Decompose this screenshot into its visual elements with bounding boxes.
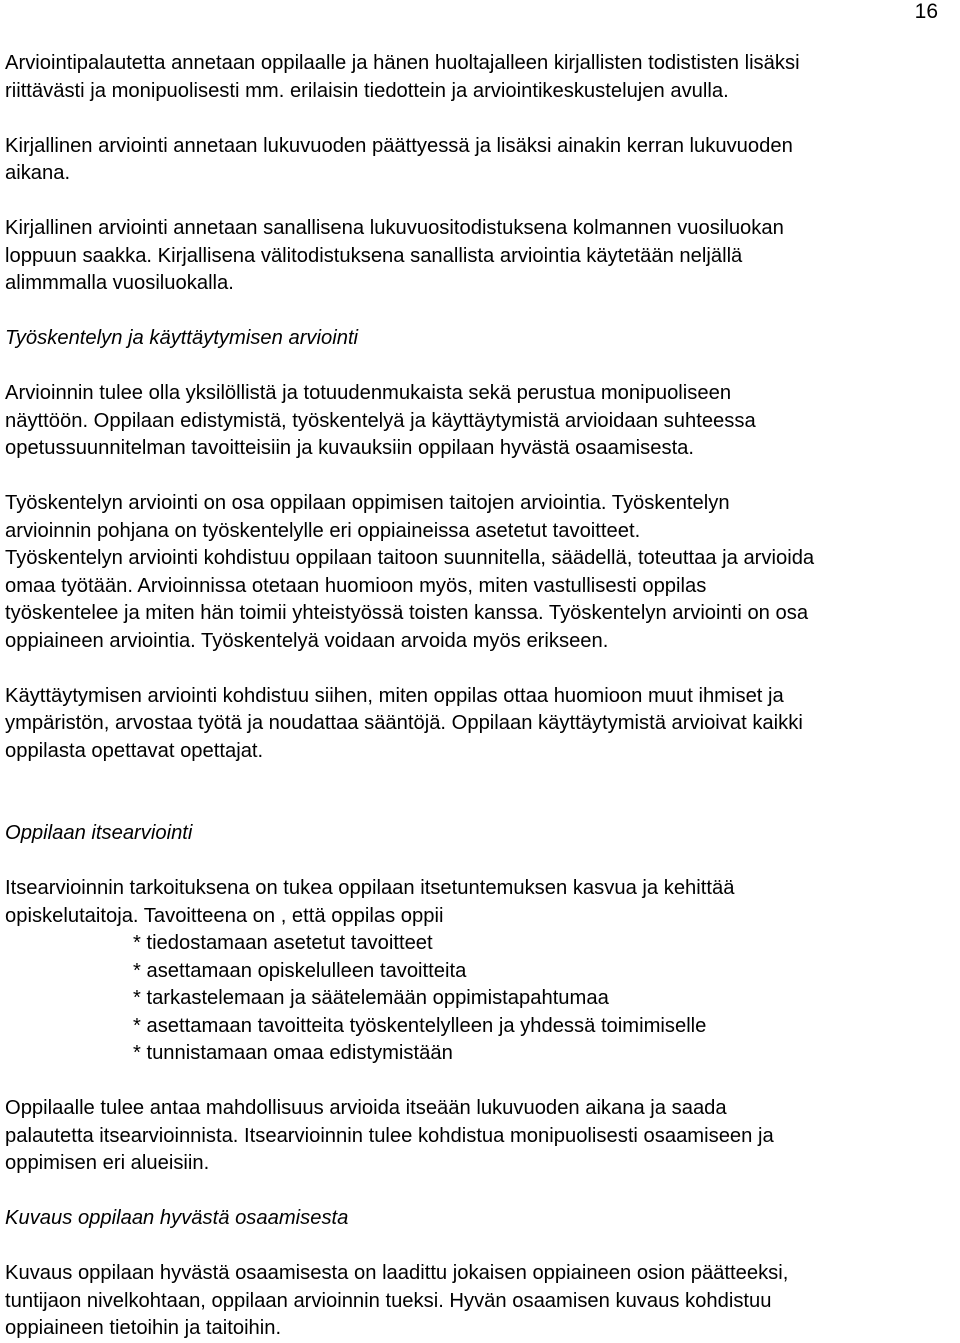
list-item: * tiedostamaan asetetut tavoitteet bbox=[133, 932, 433, 954]
text-line: omaa työtään. Arvioinnissa otetaan huomioon myös, miten vastullisesti oppilas bbox=[5, 574, 707, 597]
paragraph bbox=[5, 1095, 955, 1178]
text-line: Työskentelyn arviointi kohdistuu oppilaan taitoon suunnitella, säädellä, toteuttaa ja arvioida bbox=[5, 547, 815, 569]
page-number: 16 bbox=[914, 0, 938, 23]
text-line: Kuvaus oppilaan hyvästä osaamisesta on laadittu jokaisen oppiaineen osion päätteeksi, bbox=[5, 1262, 789, 1284]
text-line: riittävästi ja monipuolisesti mm. erilaisin tiedottein ja arviointikeskustelujen avulla. bbox=[5, 79, 729, 102]
text-line: alimmmalla vuosiluokalla. bbox=[5, 272, 234, 294]
text-line: Arviointipalautetta annetaan oppilaalle ja hänen huoltajalleen kirjallisten todististen lisäksi bbox=[5, 52, 800, 74]
list-item: * tunnistamaan omaa edistymistään bbox=[133, 1042, 453, 1064]
text-line: oppiaineen arviointia. Työskentelyä voidaan arvoida myös erikseen. bbox=[5, 629, 609, 652]
list-item: * tarkastelemaan ja säätelemään oppimistapahtumaa bbox=[133, 987, 609, 1009]
list-item: * asettamaan opiskelulleen tavoitteita bbox=[133, 959, 467, 982]
text-line: oppimisen eri alueisiin. bbox=[5, 1152, 210, 1174]
text-line: Työskentelyn arviointi on osa oppilaan oppimisen taitojen arviointia. Työskentelyn bbox=[5, 492, 730, 514]
paragraph bbox=[5, 50, 955, 105]
paragraph bbox=[5, 1260, 955, 1343]
text-line: Itsearvioinnin tarkoituksena on tukea oppilaan itsetuntemuksen kasvua ja kehittää bbox=[5, 877, 735, 899]
text-line: oppiaineen tietoihin ja taitoihin. bbox=[5, 1317, 282, 1339]
text-line: työskentelee ja miten hän toimii yhteistyössä toisten kanssa. Työskentelyn arviointi on osa bbox=[5, 602, 809, 624]
paragraph bbox=[5, 133, 955, 188]
bullet-list bbox=[5, 930, 955, 1068]
section-heading: Oppilaan itsearviointi bbox=[5, 822, 193, 844]
text-line: Käyttäytymisen arviointi kohdistuu siihen, miten oppilas ottaa huomioon muut ihmiset ja bbox=[5, 684, 784, 707]
text-line: opetussuunnitelman tavoitteisiin ja kuvauksiin oppilaan hyvästä osaamisesta. bbox=[5, 437, 695, 459]
section-heading: Kuvaus oppilaan hyvästä osaamisesta bbox=[5, 1207, 349, 1229]
list-item: * asettamaan tavoitteita työskentelylleen ja yhdessä toimimiselle bbox=[133, 1014, 707, 1037]
text-line: palautetta itsearvioinnista. Itsearvioinnin tulee kohdistua monipuolisesti osaamiseen ja bbox=[5, 1124, 774, 1147]
text-line: Kirjallinen arviointi annetaan lukuvuoden päättyessä ja lisäksi ainakin kerran lukuvuoden bbox=[5, 134, 793, 157]
text-line: ympäristön, arvostaa työtä ja noudattaa sääntöjä. Oppilaan käyttäytymistä arvioivat kaikki bbox=[5, 712, 803, 734]
text-line: arvioinnin pohjana on työskentelylle eri oppiaineissa asetetut tavoitteet. bbox=[5, 519, 641, 542]
paragraph bbox=[5, 875, 955, 930]
paragraph bbox=[5, 490, 955, 655]
paragraph bbox=[5, 380, 955, 463]
paragraph bbox=[5, 683, 955, 766]
text-line: aikana. bbox=[5, 162, 71, 184]
text-line: opiskelutaitoja. Tavoitteena on , että oppilas oppii bbox=[5, 904, 444, 927]
text-line: Kirjallinen arviointi annetaan sanallisena lukuvuositodistuksena kolmannen vuosiluokan bbox=[5, 217, 784, 239]
text-line: Arvioinnin tulee olla yksilöllistä ja totuudenmukaista sekä perustua monipuoliseen bbox=[5, 382, 732, 404]
paragraph bbox=[5, 215, 955, 298]
section-heading: Työskentelyn ja käyttäytymisen arviointi bbox=[5, 327, 359, 349]
text-line: näyttöön. Oppilaan edistymistä, työskentelyä ja käyttäytymistä arvioidaan suhteessa bbox=[5, 409, 756, 432]
text-line: loppuun saakka. Kirjallisena välitodistuksena sanallista arviointia käytetään neljällä bbox=[5, 244, 743, 267]
document-body bbox=[5, 50, 955, 1343]
text-line: oppilasta opettavat opettajat. bbox=[5, 739, 264, 762]
text-line: tuntijaon nivelkohtaan, oppilaan arvioinnin tueksi. Hyvän osaamisen kuvaus kohdistuu bbox=[5, 1289, 772, 1312]
text-line: Oppilaalle tulee antaa mahdollisuus arvioida itseään lukuvuoden aikana ja saada bbox=[5, 1097, 727, 1119]
